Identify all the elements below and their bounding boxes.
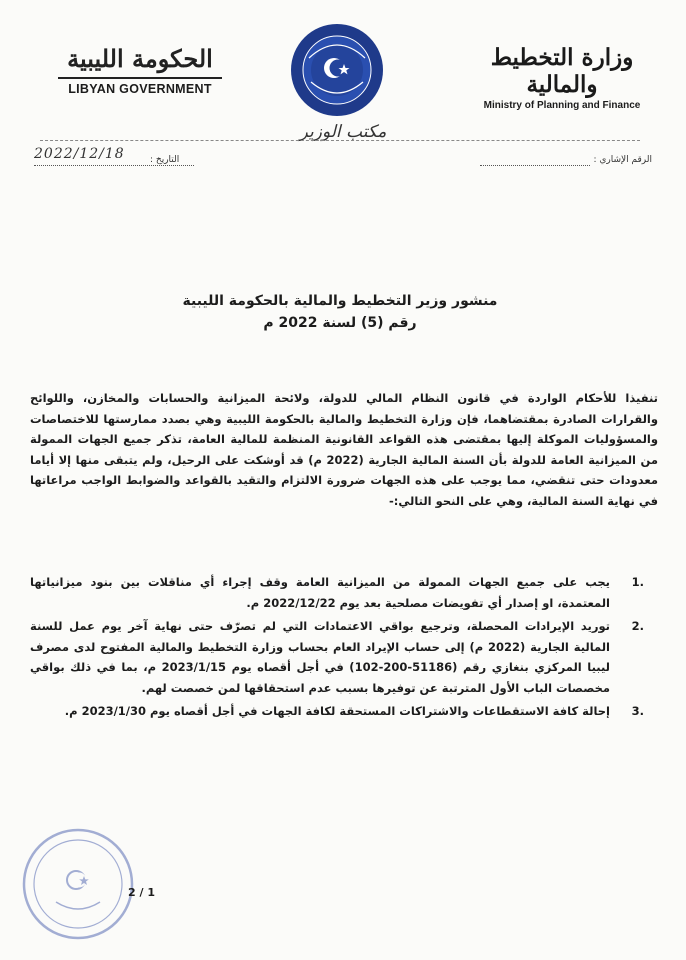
list-item bbox=[30, 616, 650, 698]
intro-paragraph: تنفيذا للأحكام الواردة في قانون النظام المالي للدولة، ولائحة الميزانية والحسابات والمخازن، واللوائح والقرارات الصادرة بمقتضاهما، فإن وزارة التخطيط والمالية بالحكومة الليبية وهي بصدد ممارستها للاختصاصات والمسؤوليات الموكلة إليها بمقتضى هذه القواعد القانونية المنظمة للمالية العامة، تذكر جميع الجهات الممولة من الميزانية العامة للدولة بأن السنة المالية الجارية (2022 م) قد أوشكت على الرحيل، ولم يتبقى منها إلا أياما معدودات حتى تنقضي، مما يوجب على هذه الجهات ضرورة الالتزام والتقيد بالقواعد والضوابط الواجب مراعاتها في نهاية السنة المالية، وهي على النحو التالي:- bbox=[30, 391, 658, 508]
minister-office-label: مكتب الوزير bbox=[299, 122, 387, 142]
item-text: إحالة كافة الاستقطاعات والاشتراكات المستحقة لكافة الجهات في أجل أقصاه يوم 2023/1/30 م. bbox=[64, 704, 610, 718]
ministry-name-en: Ministry of Planning and Finance bbox=[483, 100, 641, 111]
item-text: يجب على جميع الجهات الممولة من الميزانية العامة وقف إجراء أي مناقلات بين بنود ميزانياتها المعتمدة، او إصدار أي تفويضات مصلحية بعد يوم 2022/12/22 م. bbox=[30, 575, 610, 610]
instructions-list bbox=[30, 572, 650, 725]
item-number: 3. bbox=[631, 704, 644, 718]
government-name-ar: الحكومة الليبية bbox=[67, 44, 213, 73]
official-stamp-icon bbox=[20, 826, 136, 942]
item-text: توريد الإيرادات المحصلة، وترجيع بواقي الاعتمادات التي لم تصرّف حتى نهاية آخر يوم عمل للسنة المالية الجارية (2022 م) إلى حساب الإيراد العام بحساب وزارة التخطيط والمالية المفتوح لدى مصرف ليبيا المركزي بنغازي رقم (51186-200-102) في أجل أقصاه يوم 2023/1/15 م، بما في ذلك بواقي مخصصات الباب الأول المترتبة عن توفيرها بسبب عدم استحقاقها لمن خصصت لهم. bbox=[30, 619, 610, 695]
reference-number-label: الرقم الإشاري : bbox=[593, 155, 652, 165]
ministry-seal-logo bbox=[289, 22, 385, 118]
reference-number-field bbox=[480, 165, 590, 166]
page-number: 2 / 1 bbox=[128, 886, 155, 899]
list-item bbox=[30, 701, 650, 722]
government-name-en: LIBYAN GOVERNMENT bbox=[68, 82, 212, 96]
title-line-2: رقم (5) لسنة 2022 م bbox=[263, 315, 417, 331]
ministry-header bbox=[472, 44, 652, 111]
ministry-name-ar: وزارة التخطيط والمالية bbox=[490, 44, 634, 98]
circular-title bbox=[160, 290, 520, 334]
date-field-line bbox=[34, 165, 194, 166]
date-label: التاريخ : bbox=[150, 155, 180, 165]
government-header bbox=[50, 44, 230, 96]
header-divider bbox=[58, 77, 222, 79]
date-value: 2022/12/18 bbox=[34, 146, 125, 162]
title-line-1: منشور وزير التخطيط والمالية بالحكومة الليبية bbox=[182, 293, 498, 309]
header-rule bbox=[40, 140, 640, 141]
list-item bbox=[30, 572, 650, 613]
item-number: 2. bbox=[631, 619, 644, 633]
item-number: 1. bbox=[631, 575, 644, 589]
